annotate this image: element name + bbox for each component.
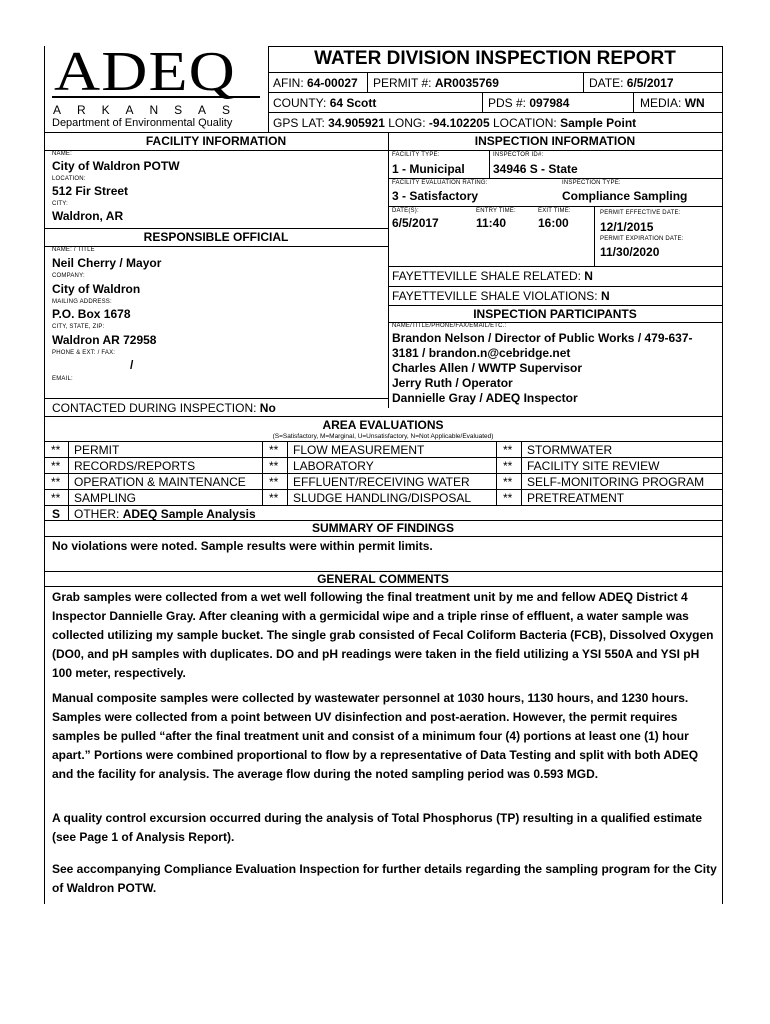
facility-name: City of Waldron POTW xyxy=(52,159,180,173)
text: NAME: xyxy=(52,151,73,157)
rule xyxy=(268,92,722,93)
area-self-monitoring-program: SELF-MONITORING PROGRAM xyxy=(527,475,705,489)
area-facility-site-review: FACILITY SITE REVIEW xyxy=(527,459,660,473)
facility-type: 1 - Municipal xyxy=(392,162,465,176)
rule xyxy=(44,441,722,442)
area-code: ** xyxy=(503,443,513,457)
comment-paragraph: See accompanying Compliance Evaluation Inspection for further details regarding the sampling program for the City of Waldron POTW. xyxy=(52,862,717,895)
participants-heading: INSPECTION PARTICIPANTS xyxy=(473,307,637,321)
text: PERMIT EXPIRATION DATE: xyxy=(600,236,684,242)
rule xyxy=(268,72,722,73)
logo-rule xyxy=(52,96,260,98)
area-effluent-receiving-water: EFFLUENT/RECEIVING WATER xyxy=(293,475,470,489)
text: MAILING ADDRESS: xyxy=(52,299,112,305)
comment-paragraph: Grab samples were collected from a wet well following the final treatment unit by me and fellow ADEQ District 4 Inspector Dannielle Gray. After cleaning with a germicidal wipe and a triple rinse of effluent, a water sample was collected utilizing my sample bucket. The single grab consisted of Fecal Coliform Bacteria (FCB), Dissolved Oxygen (DO0, and pH samples with duplicates. DO and pH readings were taken in the field utilizing a YSI 550A and YSI pH 100 meter, respectively. xyxy=(52,590,714,680)
date-field: DATE: 6/5/2017 xyxy=(589,76,674,90)
area-code: ** xyxy=(269,443,279,457)
comment-paragraph: Manual composite samples were collected by wastewater personnel at 1030 hours, 1130 hours, and 1230 hours. Samples were collected from a point between UV disinfection and post-aeration. However, the permit requires samples be pulled “after the final treatment unit and consist of a minimum four (4) portions at least one (1) hour apart.” Portions were combined proportional to flow by a representative of Data Testing and split with both ADEQ and the facility for analysis. The average flow during the noted sampling period was 0.593 MGD. xyxy=(52,691,699,781)
area-code: ** xyxy=(51,459,61,473)
responsible-official-heading: RESPONSIBLE OFFICIAL xyxy=(143,230,289,244)
text: EMAIL: xyxy=(52,376,73,382)
area-code: ** xyxy=(51,475,61,489)
area-stormwater: STORMWATER xyxy=(527,443,613,457)
inspector-id: 34946 S - State xyxy=(493,162,578,176)
area-code: ** xyxy=(51,443,61,457)
rule xyxy=(633,92,634,112)
gps-field: GPS LAT: 34.905921 LONG: -94.102205 LOCATION: Sample Point xyxy=(273,116,637,130)
rule xyxy=(44,586,722,587)
rule xyxy=(44,416,722,417)
comment-paragraph: A quality control excursion occurred during the analysis of Total Phosphorus (TP) resulting in a qualified estimate (see Page 1 of Analysis Report). xyxy=(52,811,703,844)
text: INSPECTION TYPE: xyxy=(562,180,621,186)
rule xyxy=(44,489,722,490)
arkansas-letters: A R K A N S A S xyxy=(53,103,231,117)
area-code: ** xyxy=(269,459,279,473)
rule xyxy=(44,457,722,458)
media-field: MEDIA: WN xyxy=(640,96,705,110)
rule xyxy=(482,92,483,112)
summary-heading: SUMMARY OF FINDINGS xyxy=(311,521,454,535)
rule xyxy=(44,505,722,506)
afin-field: AFIN: 64-00027 xyxy=(273,76,358,90)
text: NAME: / TITLE xyxy=(52,247,95,253)
text: PHONE & EXT: / FAX: xyxy=(52,350,116,356)
inspection-info-heading: INSPECTION INFORMATION xyxy=(474,134,636,148)
adeq-logo: ADEQ xyxy=(54,41,236,103)
area-permit: PERMIT xyxy=(74,443,120,457)
rule xyxy=(44,132,722,133)
frame-top xyxy=(268,46,722,47)
shale-violations-field: FAYETTEVILLE SHALE VIOLATIONS: N xyxy=(392,289,610,303)
column-divider xyxy=(388,132,389,408)
area-legend: (S=Satisfactory, M=Marginal, U=Unsatisfactory, N=Not Applicable/Evaluated) xyxy=(272,433,494,440)
text: EXIT TIME: xyxy=(538,208,571,214)
area-pretreatment: PRETREATMENT xyxy=(527,491,625,505)
facility-rating: 3 - Satisfactory xyxy=(392,189,479,203)
text: INSPECTOR ID#: xyxy=(493,152,544,158)
rule xyxy=(388,266,722,267)
participant-line: 3181 / brandon.n@cebridge.net xyxy=(392,346,571,360)
summary-text: No violations were noted. Sample results were within permit limits. xyxy=(52,539,433,553)
area-code: ** xyxy=(503,491,513,505)
shale-related-field: FAYETTEVILLE SHALE RELATED: N xyxy=(392,269,593,283)
facility-city: Waldron, AR xyxy=(52,209,124,223)
area-operation-maintenance: OPERATION & MAINTENANCE xyxy=(74,475,246,489)
permit-expiration-date: 11/30/2020 xyxy=(600,245,660,259)
department-name: Department of Environmental Quality xyxy=(52,117,233,129)
text: DATE(S): xyxy=(392,208,419,214)
text: NAME/TITLE/PHONE/FAX/EMAIL/ETC.: xyxy=(392,323,507,329)
facility-info-heading: FACILITY INFORMATION xyxy=(145,134,287,148)
text: PERMIT EFFECTIVE DATE: xyxy=(600,210,681,216)
county-field: COUNTY: 64 Scott xyxy=(273,96,377,110)
text: LOCATION: xyxy=(52,176,86,182)
inspection-type: Compliance Sampling xyxy=(562,189,688,203)
rule xyxy=(44,398,388,399)
official-city-state-zip: Waldron AR 72958 xyxy=(52,333,157,347)
text: CITY, STATE, ZIP: xyxy=(52,324,105,330)
contacted-field: CONTACTED DURING INSPECTION: No xyxy=(52,401,276,415)
entry-time: 11:40 xyxy=(476,216,507,230)
text: CITY: xyxy=(52,201,69,207)
area-flow-measurement: FLOW MEASUREMENT xyxy=(293,443,425,457)
area-code: ** xyxy=(269,475,279,489)
participant-line: Jerry Ruth / Operator xyxy=(392,376,513,390)
pds-field: PDS #: 097984 xyxy=(488,96,570,110)
frame-right xyxy=(722,46,723,904)
rule xyxy=(44,150,722,151)
permit-effective-date: 12/1/2015 xyxy=(600,220,654,234)
rule xyxy=(388,206,722,207)
rule xyxy=(44,246,388,247)
participant-line: Dannielle Gray / ADEQ Inspector xyxy=(392,391,578,405)
rule xyxy=(44,536,722,537)
rule xyxy=(268,112,722,113)
rule xyxy=(489,150,490,178)
official-phone: / xyxy=(130,358,134,372)
area-evaluations-heading: AREA EVALUATIONS xyxy=(322,418,444,432)
official-name: Neil Cherry / Mayor xyxy=(52,256,162,270)
area-code: ** xyxy=(51,491,61,505)
rule xyxy=(388,286,722,287)
rule xyxy=(367,72,368,92)
rule xyxy=(388,178,722,179)
report-title: WATER DIVISION INSPECTION REPORT xyxy=(314,48,676,69)
official-company: City of Waldron xyxy=(52,282,141,296)
area-code: ** xyxy=(503,459,513,473)
area-laboratory: LABORATORY xyxy=(293,459,374,473)
area-code: ** xyxy=(503,475,513,489)
text: COMPANY: xyxy=(52,273,85,279)
text: FACILITY EVALUATION RATING: xyxy=(392,180,488,186)
rule xyxy=(68,441,69,520)
area-code: ** xyxy=(269,491,279,505)
text: ENTRY TIME: xyxy=(476,208,516,214)
text: FACILITY TYPE: xyxy=(392,152,440,158)
inspection-date: 6/5/2017 xyxy=(392,216,439,230)
area-records-reports: RECORDS/REPORTS xyxy=(74,459,196,473)
participant-line: Brandon Nelson / Director of Public Works / 479-637- xyxy=(392,331,693,345)
participant-line: Charles Allen / WWTP Supervisor xyxy=(392,361,583,375)
exit-time: 16:00 xyxy=(538,216,569,230)
rule xyxy=(583,72,584,92)
rule xyxy=(44,228,388,229)
rule xyxy=(388,305,722,306)
area-other: OTHER: ADEQ Sample Analysis xyxy=(74,507,256,521)
facility-location: 512 Fir Street xyxy=(52,184,129,198)
area-other-code: S xyxy=(52,507,61,521)
area-sludge-handling: SLUDGE HANDLING/DISPOSAL xyxy=(293,491,472,505)
official-mailing-address: P.O. Box 1678 xyxy=(52,307,131,321)
frame-left xyxy=(44,46,45,904)
area-sampling: SAMPLING xyxy=(74,491,137,505)
permit-field: PERMIT #: AR0035769 xyxy=(373,76,499,90)
rule xyxy=(44,473,722,474)
rule xyxy=(594,206,595,266)
comments-heading: GENERAL COMMENTS xyxy=(317,572,449,586)
